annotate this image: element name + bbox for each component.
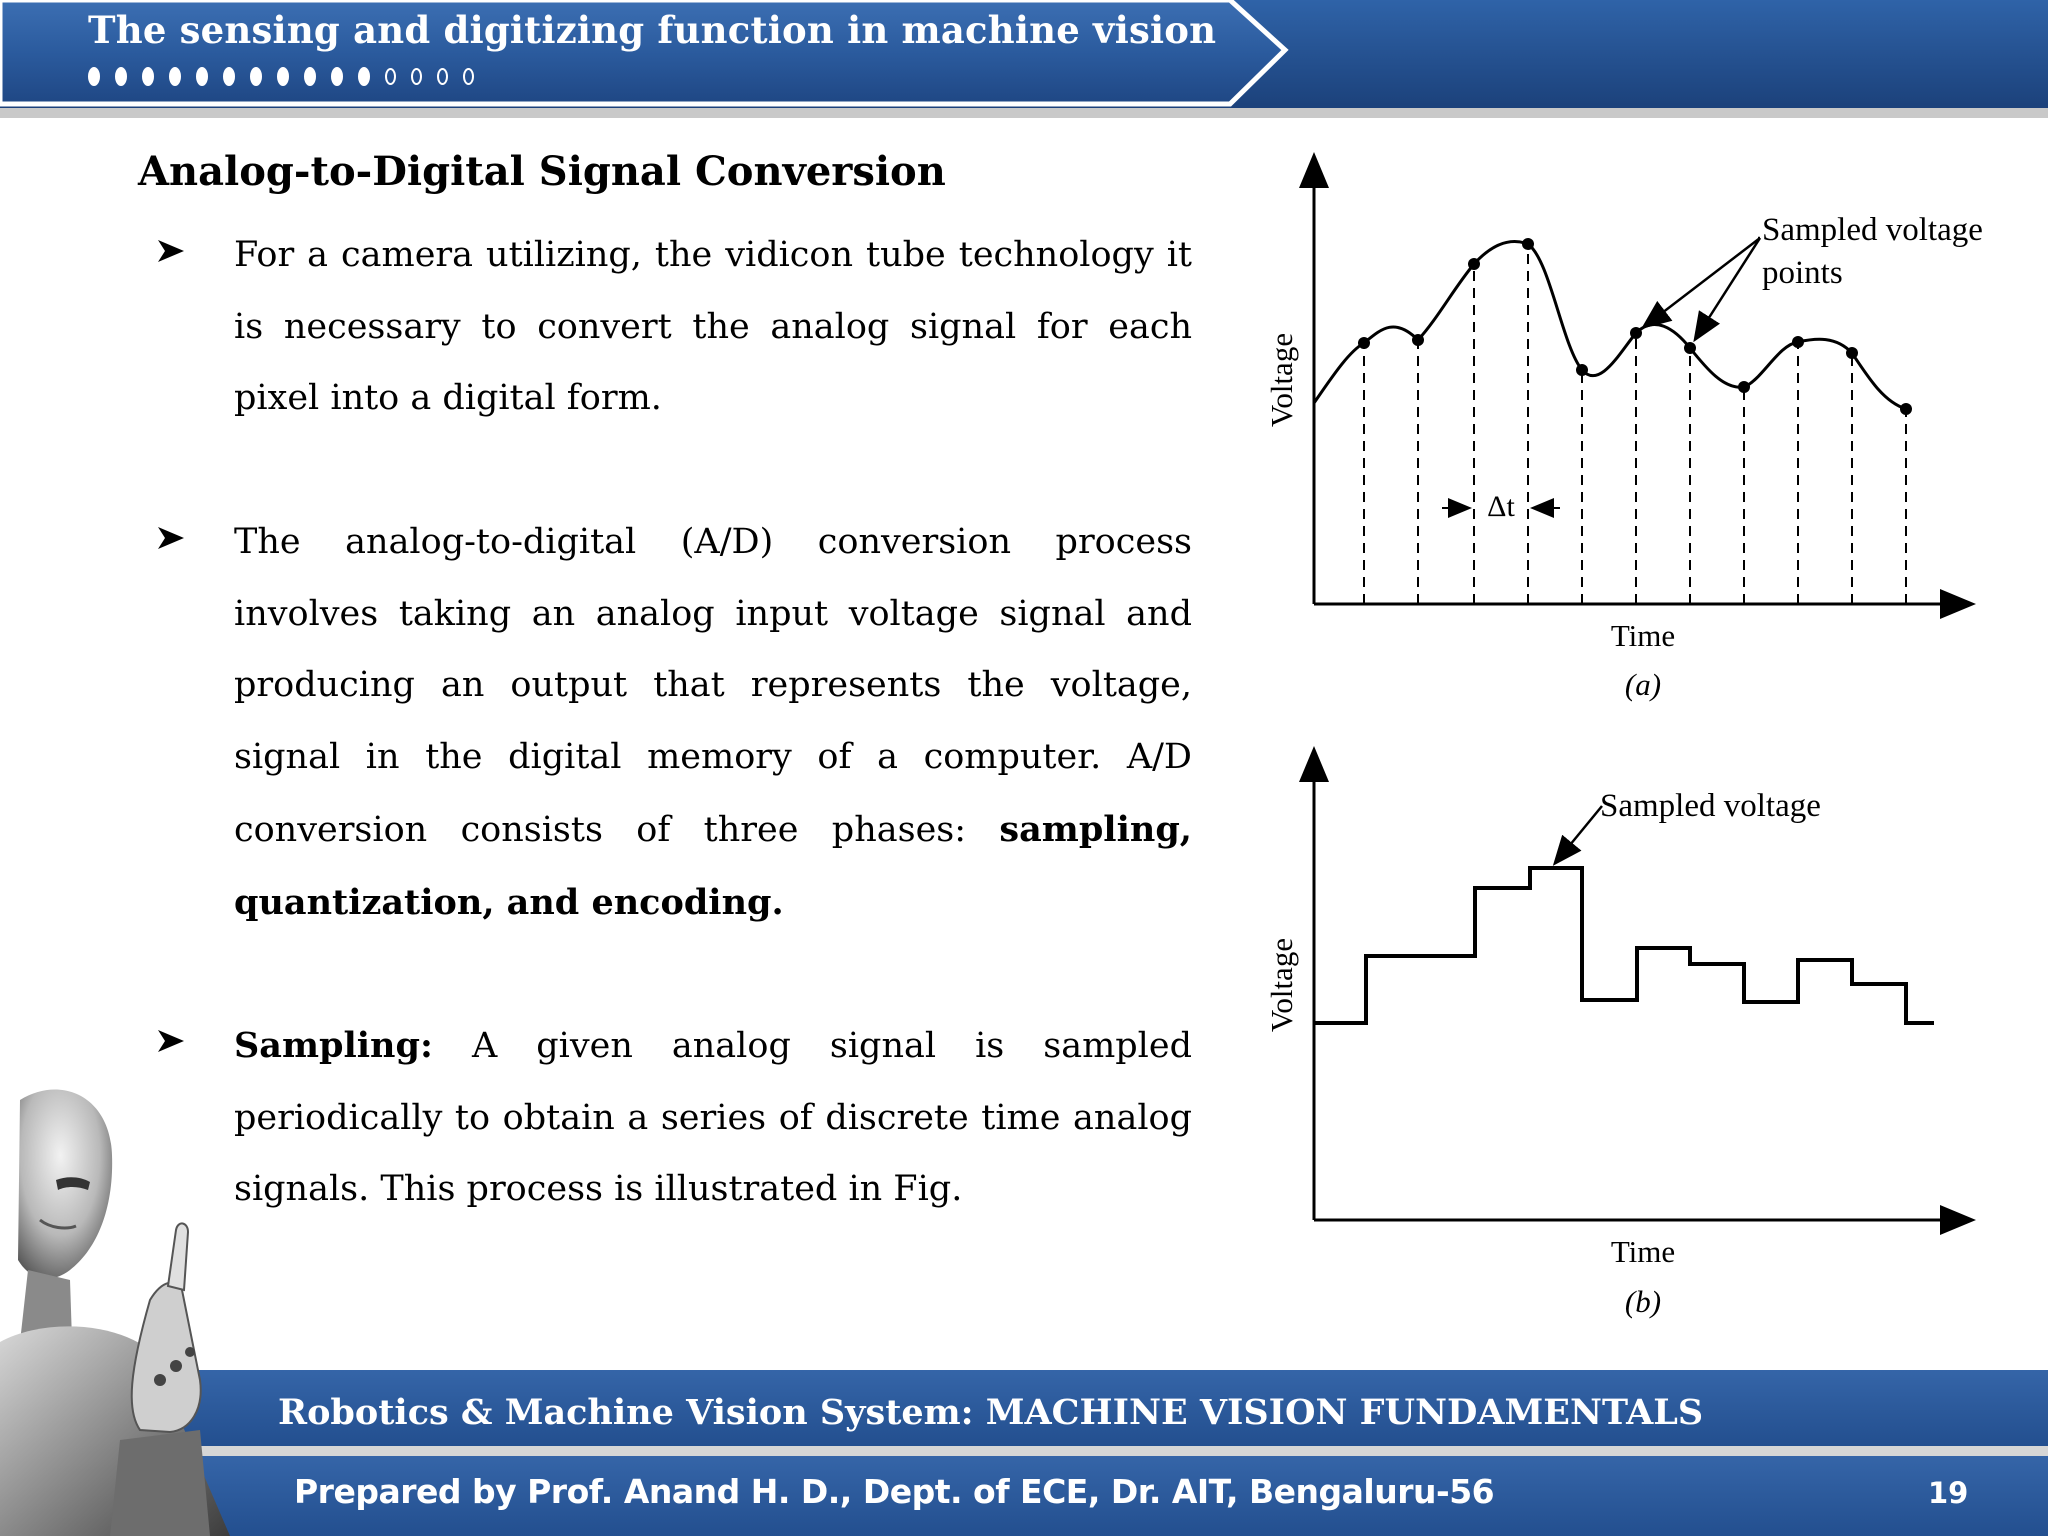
bullet-body: A given analog signal is sampled periodically to obtain a series of discrete time analog signals. This process is illustrated in Fig. <box>234 1026 1192 1210</box>
progress-dot-filled <box>115 67 127 86</box>
progress-dot-filled <box>304 67 316 86</box>
panel-b-staircase-signal <box>1314 868 1934 1023</box>
bullet-text <box>234 220 1192 435</box>
panel-b <box>1264 752 1970 1319</box>
progress-dot-filled <box>169 67 181 86</box>
author-credit: Prepared by Prof. Anand H. D., Dept. of ECE, Dr. AIT, Bengaluru-56 <box>294 1472 1495 1511</box>
progress-dot-filled <box>142 67 154 86</box>
arrow-bullet-icon <box>158 525 184 551</box>
panel-a-sample-lines <box>1364 244 1906 604</box>
course-title: Robotics & Machine Vision System: MACHINE VISION FUNDAMENTALS <box>278 1392 1704 1433</box>
progress-dot-empty <box>463 68 474 85</box>
bullet-body: The analog-to-digital (A/D) conversion process involves taking an analog input voltage signal and producing an output that represents the voltage, signal in the digital memory of a computer. A/D conversion consists of three phases: <box>234 522 1192 850</box>
annotation-line-2: points <box>1762 255 1843 291</box>
page-number: 19 <box>1928 1476 1969 1510</box>
arrow-bullet-icon <box>158 238 184 264</box>
slide-title: The sensing and digitizing function in machine vision <box>88 8 1217 52</box>
panel-a-caption: (a) <box>1624 667 1662 702</box>
bullet-lead: Sampling: <box>234 1025 433 1066</box>
panel-b-xlabel: Time <box>1610 1234 1676 1269</box>
bullet-text <box>234 507 1192 939</box>
panel-b-caption: (b) <box>1624 1284 1662 1319</box>
panel-b-annotation-pointer <box>1556 806 1602 862</box>
progress-dots <box>88 60 474 92</box>
progress-dot-filled <box>331 67 343 86</box>
annotation-line-1: Sampled voltage <box>1762 212 1983 248</box>
progress-dot-filled <box>358 67 370 86</box>
panel-b-annotation: Sampled voltage <box>1600 788 1821 824</box>
progress-dot-filled <box>88 67 100 86</box>
panel-b-ylabel: Voltage <box>1264 937 1299 1033</box>
panel-a-annotation-pointers <box>1645 238 1760 338</box>
progress-dot-filled <box>223 67 235 86</box>
section-heading: Analog-to-Digital Signal Conversion <box>138 148 946 195</box>
panel-a-ylabel: Voltage <box>1264 332 1299 428</box>
progress-dot-empty <box>437 68 448 85</box>
robot-illustration <box>0 1080 250 1536</box>
progress-dot-empty <box>385 68 396 85</box>
panel-a-xlabel: Time <box>1610 618 1676 653</box>
sampling-figure <box>1250 140 1990 1330</box>
panel-a-annotation <box>1762 212 1990 291</box>
bullet-body: For a camera utilizing, the vidicon tube technology it is necessary to convert the analog signal for each pixel into a digital form. <box>234 235 1192 419</box>
delta-t-label: Δt <box>1487 490 1515 523</box>
progress-dot-filled <box>277 67 289 86</box>
panel-a <box>1264 158 1990 702</box>
bullet-text <box>234 1010 1192 1226</box>
arrow-bullet-icon <box>158 1028 184 1054</box>
bullet-emphasis: sampling, quantization, and encoding. <box>234 808 1192 923</box>
progress-dot-filled <box>196 67 208 86</box>
progress-dot-empty <box>411 68 422 85</box>
progress-dot-filled <box>250 67 262 86</box>
